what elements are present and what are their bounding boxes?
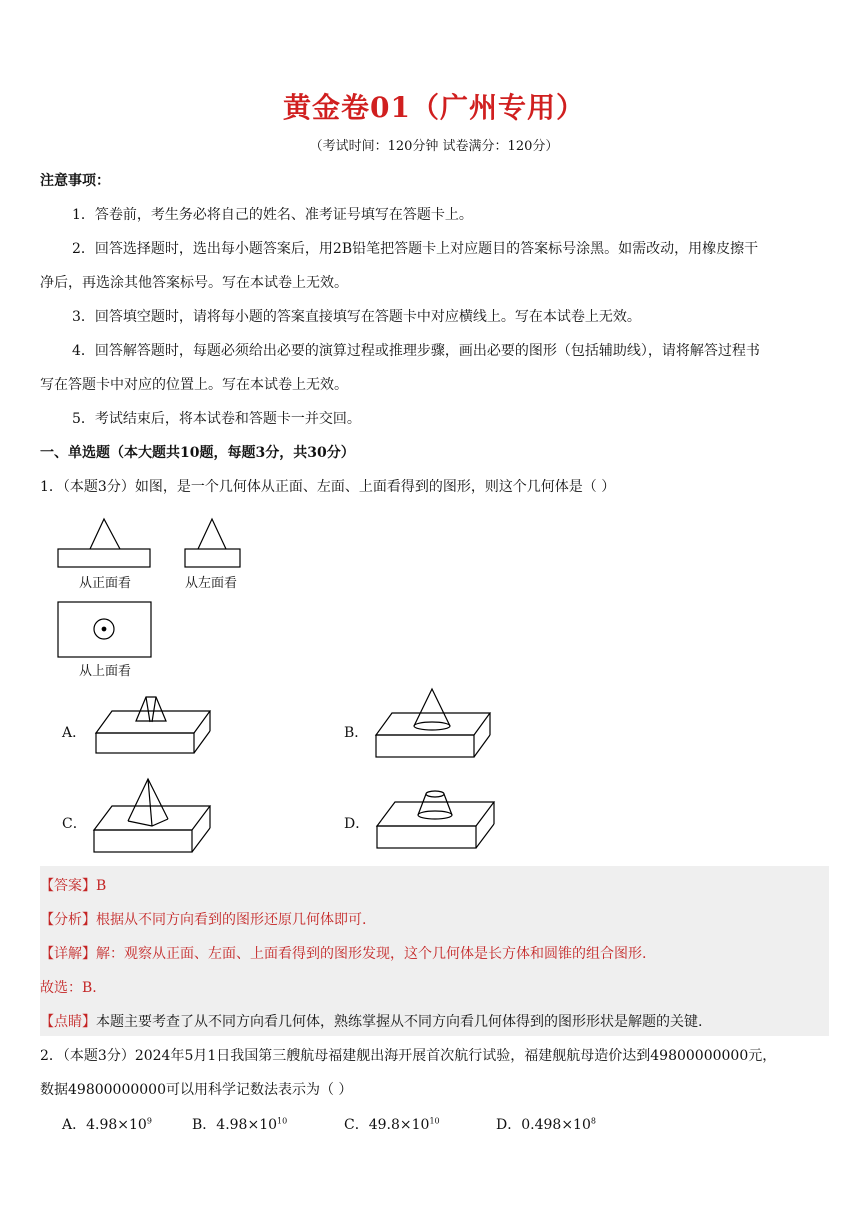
comment-text: 本题主要考查了从不同方向看几何体，熟练掌握从不同方向看几何体得到的图形形状是解题的关键. bbox=[96, 1014, 703, 1030]
option-c-label: C． bbox=[62, 816, 87, 832]
option-c-figure bbox=[94, 779, 210, 852]
question-1-stem: 1．（本题3分）如图，是一个几何体从正面、左面、上面看得到的图形，则这个几何体是（ ） bbox=[40, 479, 616, 495]
notice-item: 4．回答解答题时，每题必须给出必要的演算过程或推理步骤，画出必要的图形（包括辅助线），请将解答过程书 bbox=[72, 343, 760, 359]
option-d-label: D． bbox=[344, 816, 370, 832]
detail-line bbox=[40, 943, 646, 963]
notice-item: 净后，再选涂其他答案标号。写在本试卷上无效。 bbox=[40, 275, 348, 291]
left-view-label: 从左面看 bbox=[185, 576, 238, 591]
q2-option-a: A．$4.98\times 10^9$ bbox=[62, 1116, 152, 1133]
option-b-figure bbox=[376, 689, 490, 757]
comment-line bbox=[40, 1011, 702, 1031]
answer-line: 【答案】B bbox=[40, 878, 107, 894]
top-view-label: 从上面看 bbox=[79, 664, 132, 679]
q2-option-b: B．$4.98\times 10^{10}$ bbox=[192, 1116, 288, 1133]
page-title: 黄金卷01（广州专用） bbox=[283, 91, 585, 124]
option-a-label: A． bbox=[62, 725, 87, 741]
option-a-figure bbox=[96, 697, 210, 753]
choice-line: 故选：B. bbox=[40, 980, 97, 996]
section-heading: 一、单选题（本大题共10题，每题3分，共30分） bbox=[40, 445, 355, 461]
analysis-tag: 【分析】 bbox=[40, 912, 96, 928]
q2-option-c: C．$49.8\times 10^{10}$ bbox=[344, 1116, 440, 1133]
question-2-stem: 2．（本题3分）2024年5月1日我国第三艘航母福建舰出海开展首次航行试验，福建舰航母造价达到49800000000元， bbox=[40, 1048, 777, 1064]
detail-tag: 【详解】 bbox=[40, 946, 96, 962]
exam-info: （考试时间：120分钟 试卷满分：120分） bbox=[309, 139, 559, 154]
option-d-figure bbox=[377, 791, 494, 848]
notice-item: 1．答卷前，考生务必将自己的姓名、准考证号填写在答题卡上。 bbox=[72, 207, 473, 223]
notice-heading: 注意事项： bbox=[40, 173, 110, 189]
notice-item: 3．回答填空题时，请将每小题的答案直接填写在答题卡中对应横线上。写在本试卷上无效。 bbox=[72, 309, 641, 325]
notice-item: 5．考试结束后，将本试卷和答题卡一并交回。 bbox=[72, 411, 361, 427]
notice-item: 2．回答选择题时，选出每小题答案后，用2B铅笔把答题卡上对应题目的答案标号涂黑。如需改动，用橡皮擦干 bbox=[72, 241, 759, 257]
question-2-stem-cont: 数据49800000000可以用科学记数法表示为（ ） bbox=[40, 1082, 353, 1098]
comment-tag: 【点睛】 bbox=[40, 1014, 96, 1030]
notice-item: 写在答题卡中对应的位置上。写在本试卷上无效。 bbox=[40, 377, 348, 393]
detail-text: 解：观察从正面、左面、上面看得到的图形发现，这个几何体是长方体和圆锥的组合图形. bbox=[96, 946, 647, 962]
analysis-text: 根据从不同方向看到的图形还原几何体即可. bbox=[96, 912, 367, 928]
front-view-figure bbox=[58, 519, 150, 567]
top-view-figure bbox=[58, 602, 151, 657]
front-view-label: 从正面看 bbox=[79, 576, 132, 591]
analysis-line bbox=[40, 909, 366, 929]
q2-option-d: D．$0.498\times 10^8$ bbox=[496, 1116, 596, 1133]
left-view-figure bbox=[185, 519, 240, 567]
option-b-label: B． bbox=[344, 725, 369, 741]
